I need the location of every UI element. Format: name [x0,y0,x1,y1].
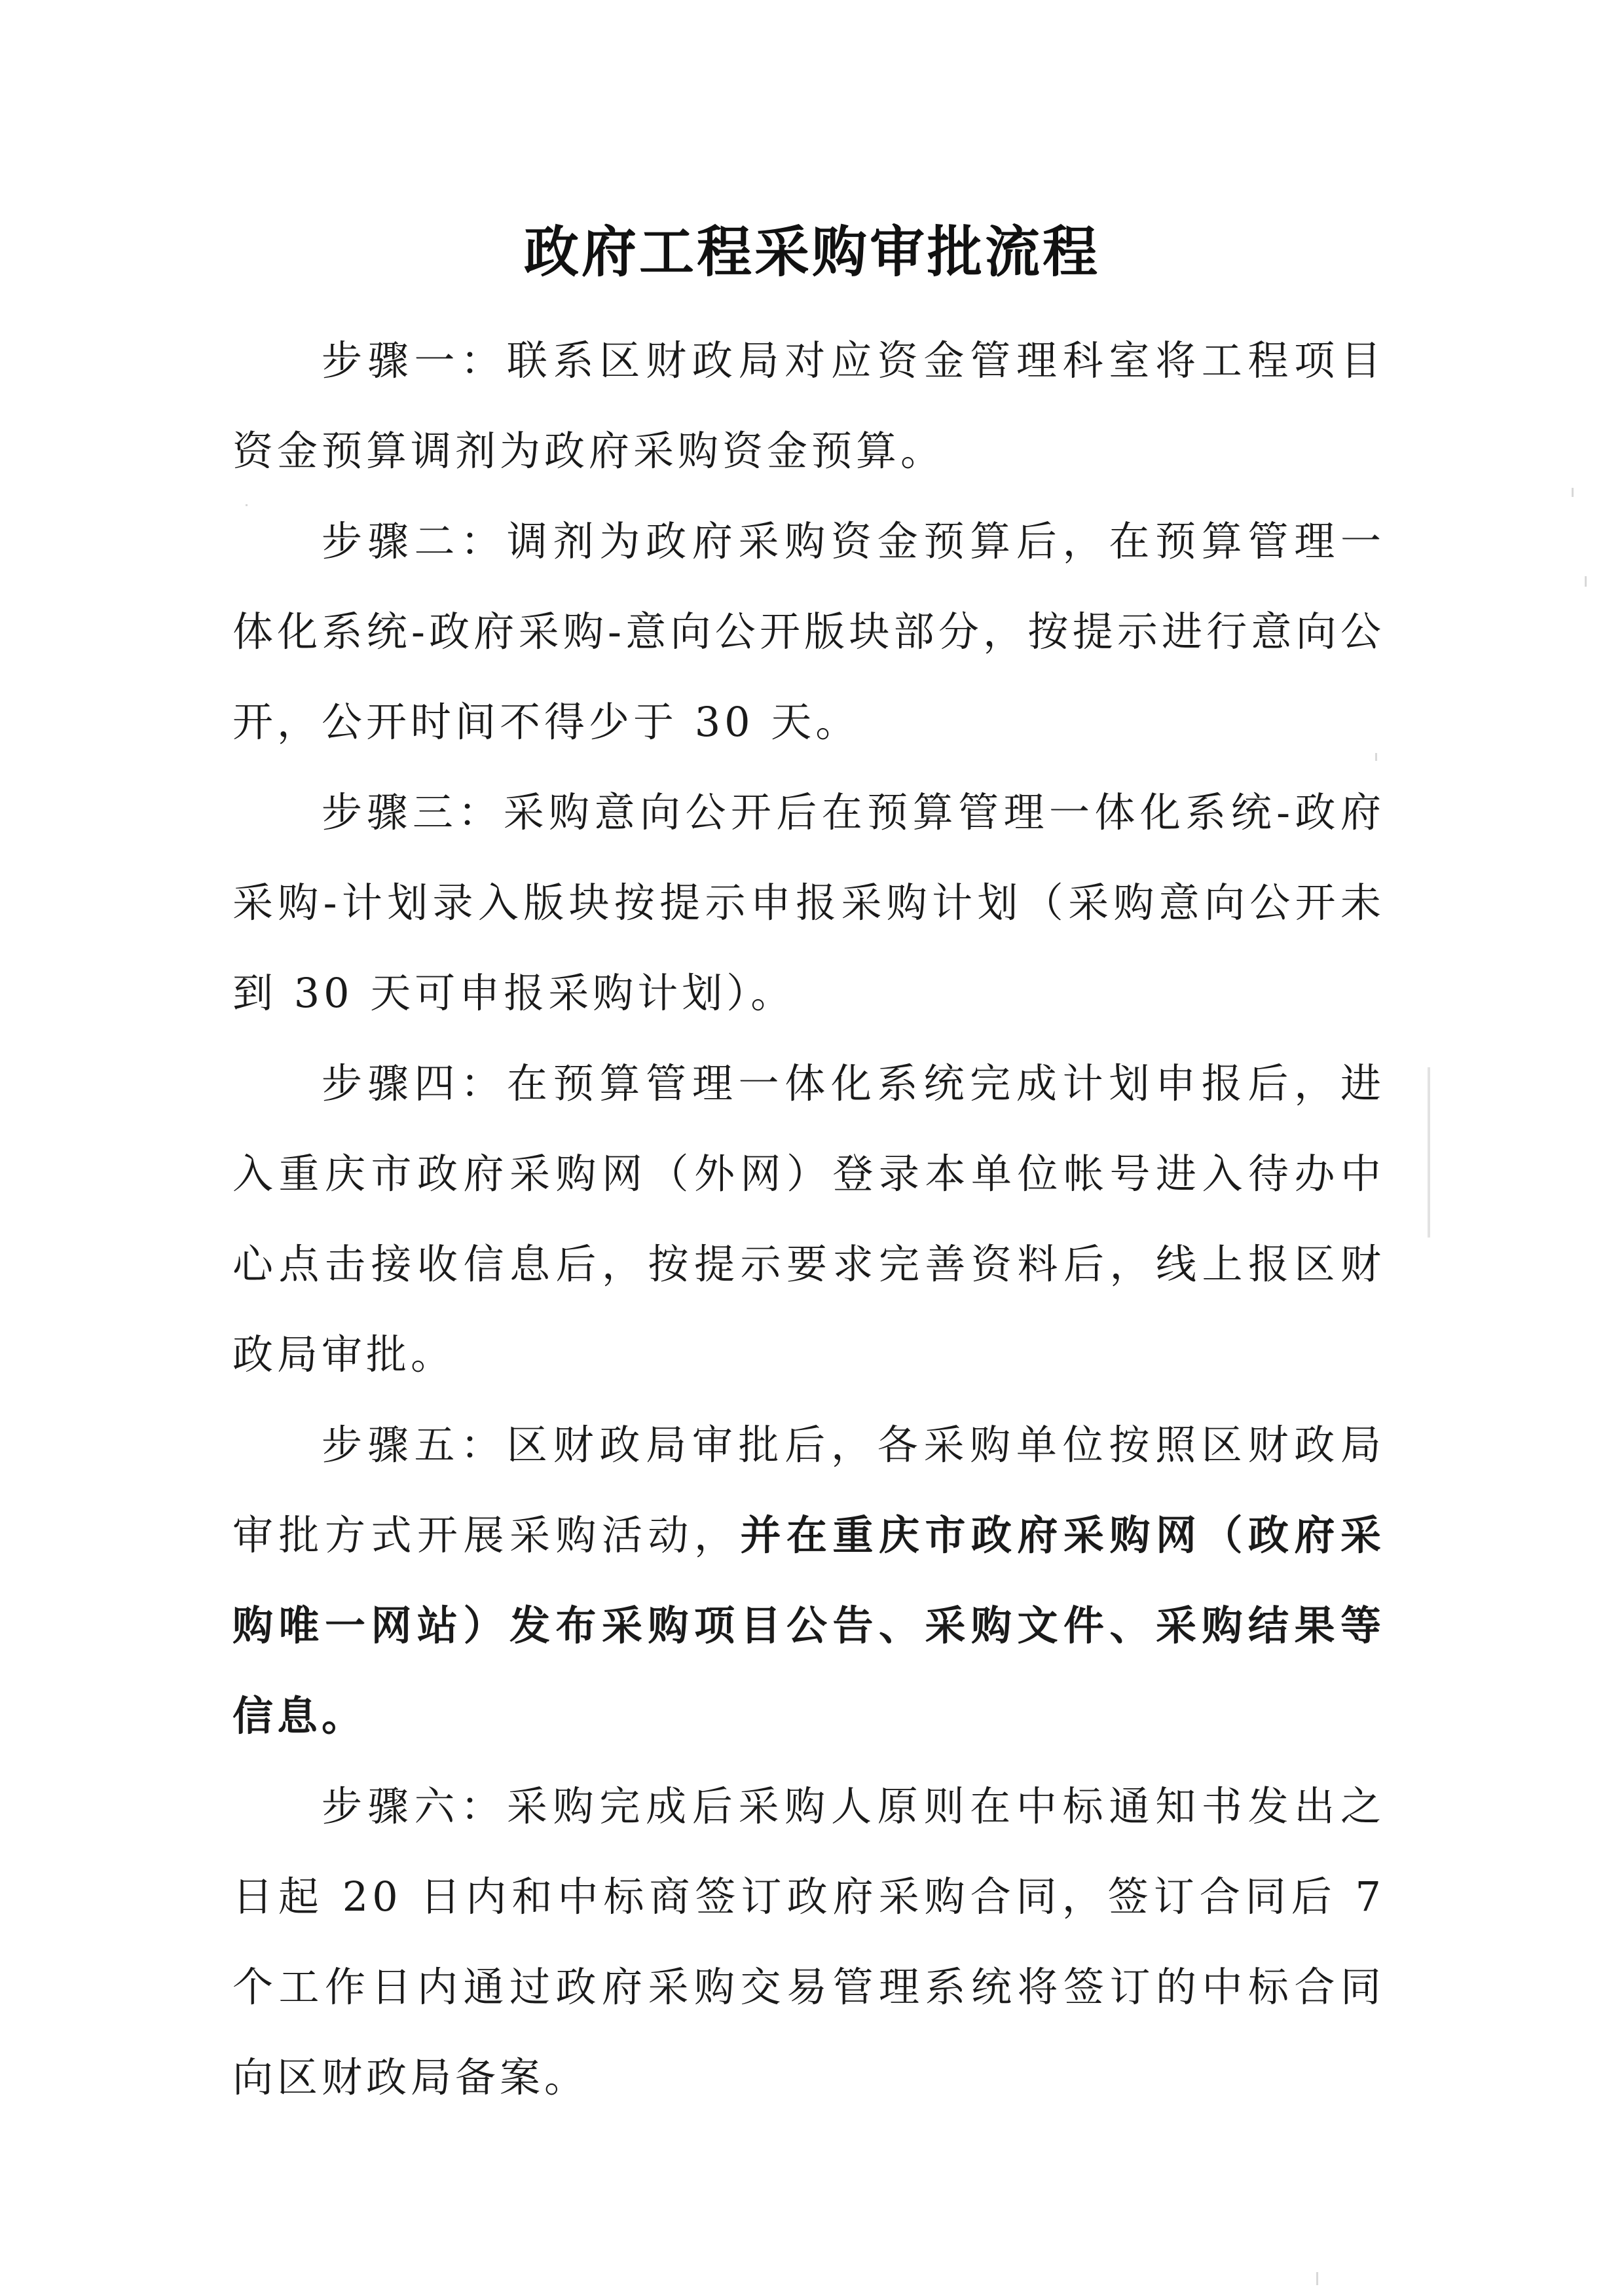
step-five-text: 步骤五：区财政局审批后，各采购单位按照区财政局审批方式开展采购活动， [232,1421,1385,1559]
step-four-text: 步骤四：在预算管理一体化系统完成计划申报后，进入重庆市政府采购网（外网）登录本单位帐号进入待办中心点击接收信息后，按提示要求完善资料后，线上报区财政局审批。 [232,1059,1385,1378]
scan-artifact [1316,2272,1318,2285]
scan-artifact [1585,576,1587,587]
step-five-bold-text: 并在重庆市政府采购网（政府采购唯一网站）发布采购项目公告、采购文件、采购结果等信息。 [232,1511,1385,1740]
document-title: 政府工程采购审批流程 [523,220,1100,284]
document-body [232,316,1385,2123]
step-three [232,767,1385,1038]
step-three-text: 步骤三：采购意向公开后在预算管理一体化系统-政府采购-计划录入版块按提示申报采购计划（采购意向公开未到 30 天可申报采购计划）。 [232,788,1385,1017]
step-one [232,316,1385,496]
step-two [232,496,1385,767]
step-six-text: 步骤六：采购完成后采购人原则在中标通知书发出之日起 20 日内和中标商签订政府采购合同，签订合同后 7 个工作日内通过政府采购交易管理系统将签订的中标合同向区财政局备案。 [232,1782,1385,2101]
step-five [232,1400,1385,1761]
step-one-text: 步骤一：联系区财政局对应资金管理科室将工程项目资金预算调剂为政府采购资金预算。 [232,337,1385,475]
scan-artifact [1572,488,1574,497]
scan-artifact [246,504,248,506]
scan-artifact [1375,753,1377,761]
scan-artifact [1428,1067,1430,1238]
step-four [232,1038,1385,1400]
step-two-text: 步骤二：调剂为政府采购资金预算后，在预算管理一体化系统-政府采购-意向公开版块部分，按提示进行意向公开，公开时间不得少于 30 天。 [232,517,1385,746]
step-six [232,1761,1385,2123]
